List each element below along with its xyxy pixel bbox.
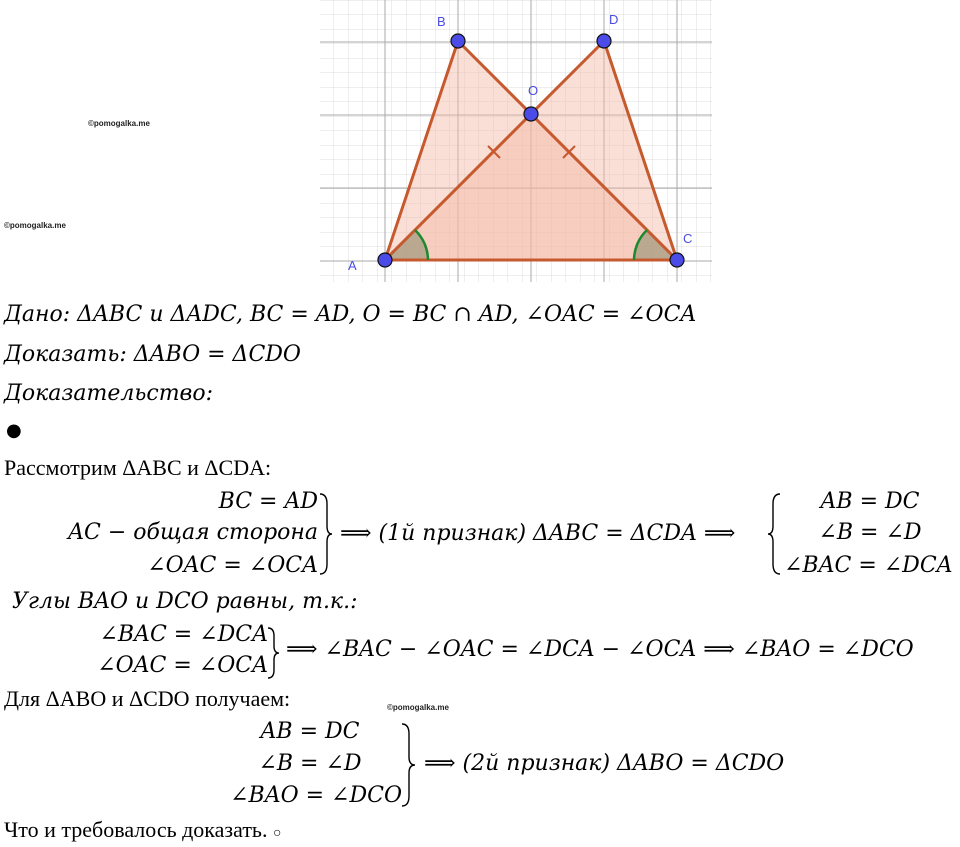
block1-middle: ⟹ (1й признак) ΔABC = ΔCDA ⟹ — [340, 521, 736, 546]
block2-result: ⟹ ∠BAC − ∠OAC = ∠DCA − ∠OCA ⟹ ∠BAO = ∠DCO — [286, 637, 914, 662]
watermark-3: ©pomogalka.me — [387, 703, 449, 712]
prove-line — [4, 342, 301, 368]
block3-line-1: AB = DC — [260, 719, 360, 744]
point-a — [378, 253, 392, 267]
block1-result-1: AB = DC — [820, 489, 920, 514]
given-text: : ΔABC и ΔADC, BC = AD, O = BC ∩ AD, ∠OAC = ∠OCA — [62, 302, 697, 327]
conclusion-text: Что и требовалось доказать. — [4, 817, 268, 842]
prove-label: Доказать — [4, 342, 120, 367]
point-c — [670, 253, 684, 267]
point-o — [524, 107, 538, 121]
block1-result-3: ∠BAC = ∠DCA — [784, 553, 953, 578]
block1-result-2: ∠B = ∠D — [818, 520, 922, 545]
label-d: D — [609, 12, 619, 27]
watermark-1: ©pomogalka.me — [88, 119, 150, 128]
block3-brace — [400, 722, 418, 808]
block1-line-3: ∠OAC = ∠OCA — [147, 553, 318, 578]
block1-line-2: AC − общая сторона — [68, 520, 318, 545]
consider-2: Для ΔABO и ΔCDO получаем: — [4, 686, 291, 711]
label-b: B — [437, 14, 446, 29]
conclusion — [4, 817, 281, 847]
angles-line-text: Углы BAO и DCO равны, т.к.: — [12, 589, 358, 614]
point-b — [451, 34, 465, 48]
end-mark: ○ — [272, 826, 282, 841]
watermark-2: ©pomogalka.me — [4, 221, 66, 230]
block1-line-1: BC = AD — [218, 489, 318, 514]
block3-line-2: ∠B = ∠D — [258, 751, 362, 776]
block3-result: ⟹ (2й признак) ΔABO = ΔCDO — [424, 751, 785, 776]
label-o: O — [528, 83, 539, 98]
block2-line-2: ∠OAC = ∠OCA — [97, 653, 268, 678]
proof-label: Доказательство: — [4, 381, 214, 406]
block3-line-3: ∠BAO = ∠DCO — [230, 783, 402, 808]
prove-text: : ΔABO = ΔCDO — [119, 342, 301, 367]
block2-brace — [266, 626, 282, 680]
label-a: A — [348, 258, 357, 273]
bullet: ● — [6, 420, 22, 441]
block1-brace — [318, 492, 334, 576]
given-label: Дано — [4, 302, 63, 327]
consider-1: Рассмотрим ΔABC и ΔCDA: — [4, 455, 272, 480]
given-line — [4, 302, 696, 328]
geometry-figure — [320, 0, 712, 282]
label-c: C — [683, 231, 693, 246]
point-d — [597, 34, 611, 48]
block2-line-1: ∠BAC = ∠DCA — [99, 622, 268, 647]
angles-line — [12, 589, 357, 615]
